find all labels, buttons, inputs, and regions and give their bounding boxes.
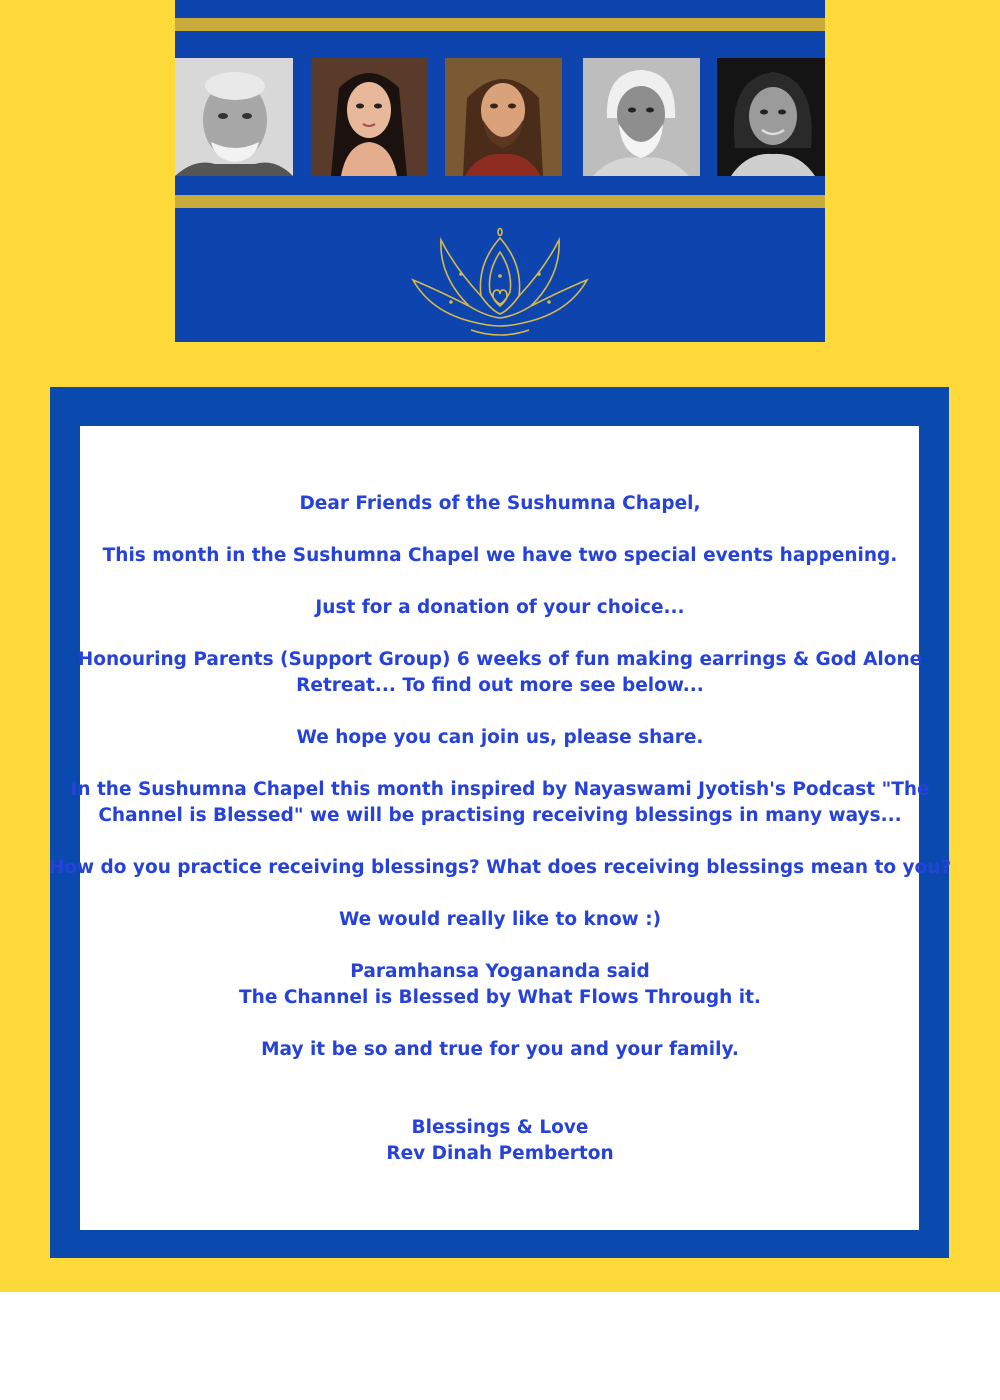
quote-text: The Channel is Blessed by What Flows Through it. (239, 987, 761, 1008)
inspiration-line-1: In the Sushumna Chapel this month inspired by Nayaswami Jyotish's Podcast "The (70, 779, 930, 800)
request-text: We would really like to know :) (338, 909, 662, 930)
gold-stripe-top (175, 18, 825, 31)
invite-text: We hope you can join us, please share. (296, 727, 704, 748)
gold-stripe-bottom (175, 195, 825, 208)
quote-block (0, 959, 1000, 1011)
events-line-1: Honouring Parents (Support Group) 6 weeks of fun making earrings & God Alone (77, 649, 923, 670)
wish-text: May it be so and true for you and your family. (261, 1039, 739, 1060)
signature: Rev Dinah Pemberton (386, 1143, 614, 1164)
donation-text: Just for a donation of your choice... (315, 597, 685, 618)
intro-text: This month in the Sushumna Chapel we have two special events happening. (102, 545, 898, 566)
lotus-icon (411, 218, 589, 340)
portrait-3 (445, 58, 562, 176)
portrait-4 (583, 58, 700, 176)
inspiration-line-2: Channel is Blessed" we will be practising receiving blessings in many ways... (98, 805, 902, 826)
question-text: How do you practice receiving blessings? What does receiving blessings mean to you? (48, 857, 952, 878)
closing: Blessings & Love (411, 1117, 589, 1138)
portrait-2 (311, 58, 428, 176)
portrait-1 (175, 58, 293, 176)
inspiration-text (0, 777, 1000, 829)
letter-body (0, 491, 1000, 1167)
quote-attribution: Paramhansa Yogananda said (350, 961, 650, 982)
header-banner (175, 0, 825, 342)
sign-off (0, 1115, 1000, 1167)
events-line-2: Retreat... To find out more see below... (296, 675, 704, 696)
portrait-5 (717, 58, 825, 176)
greeting: Dear Friends of the Sushumna Chapel, (299, 493, 701, 514)
events-text (0, 647, 1000, 699)
